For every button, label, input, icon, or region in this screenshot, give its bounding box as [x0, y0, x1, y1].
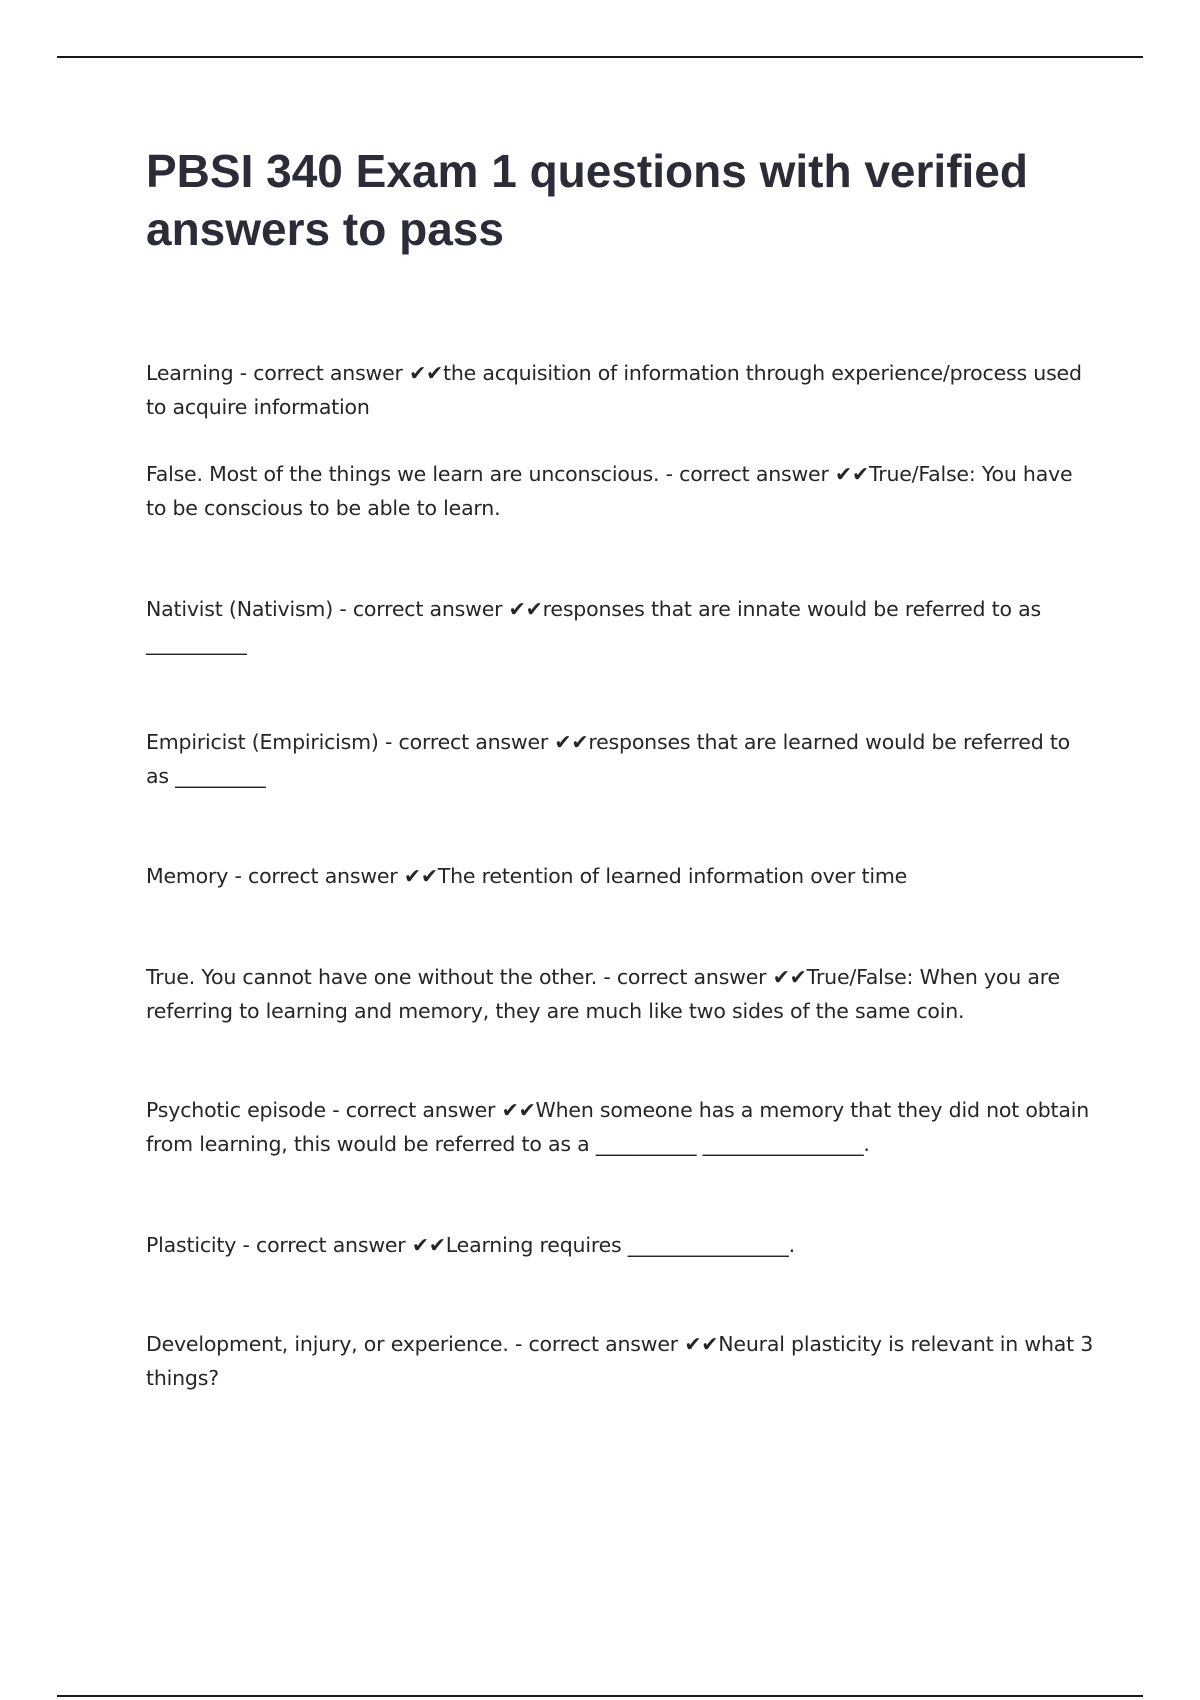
document-title: PBSI 340 Exam 1 questions with verified answers to pass [146, 145, 1028, 255]
qa-list [146, 356, 1096, 1395]
qa-item: Development, injury, or experience. - correct answer ✔✔Neural plasticity is relevant in what 3 things? [146, 1332, 1094, 1390]
qa-item: Empiricist (Empiricism) - correct answer ✔✔responses that are learned would be referred to as _________ [146, 730, 1071, 788]
top-rule [57, 56, 1143, 58]
qa-item: Memory - correct answer ✔✔The retention of learned information over time [146, 864, 907, 888]
qa-item: Psychotic episode - correct answer ✔✔When someone has a memory that they did not obtain from learning, this would be referred to as a __________ ________________. [146, 1098, 1090, 1156]
bottom-rule [57, 1695, 1143, 1697]
qa-item: Nativist (Nativism) - correct answer ✔✔responses that are innate would be referred to as __________ [146, 597, 1041, 655]
qa-item: True. You cannot have one without the other. - correct answer ✔✔True/False: When you are referring to learning and memory, they are much like two sides of the same coin. [146, 965, 1060, 1023]
qa-item: False. Most of the things we learn are unconscious. - correct answer ✔✔True/False: You have to be conscious to be able to learn. [146, 462, 1073, 520]
qa-item: Plasticity - correct answer ✔✔Learning requires ________________. [146, 1233, 795, 1257]
qa-item: Learning - correct answer ✔✔the acquisition of information through experience/process used to acquire information [146, 361, 1082, 419]
